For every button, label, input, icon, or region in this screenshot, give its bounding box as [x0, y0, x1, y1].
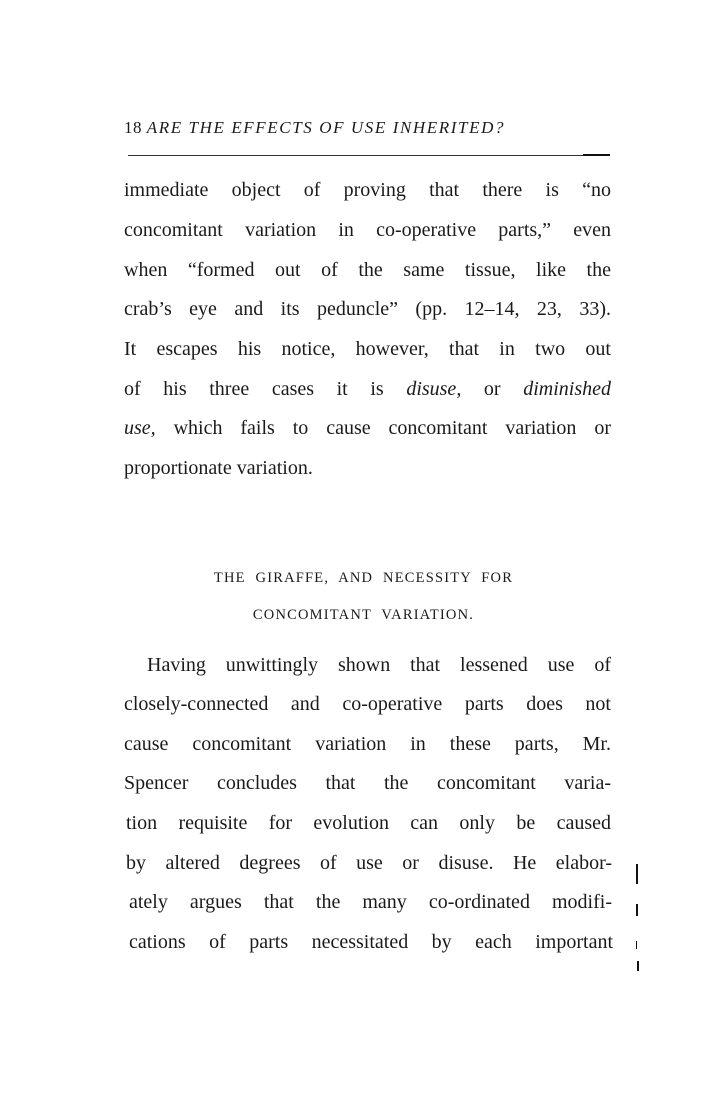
text-line: cations of parts necessitated by each important: [129, 931, 613, 953]
text-line: cause concomitant variation in these parts, Mr.: [124, 733, 611, 755]
text-line: closely-connected and co-operative parts does not: [124, 693, 611, 715]
text-line: It escapes his notice, however, that in two out: [124, 338, 611, 360]
text-line: [124, 416, 611, 440]
text-line: concomitant variation in co-operative parts,” even: [124, 219, 611, 241]
text-line: crab’s eye and its peduncle” (pp. 12–14, 23, 33).: [124, 298, 611, 320]
section-heading-line: THE GIRAFFE, AND NECESSITY FOR: [213, 570, 514, 586]
text-segment: or: [461, 378, 524, 400]
emphasis-use: use,: [124, 417, 156, 439]
running-header: [124, 118, 505, 138]
scan-artifact-mark: [637, 961, 639, 971]
header-rule: [128, 155, 583, 156]
text-segment: which fails to cause concomitant variation or: [155, 417, 611, 439]
text-line: by altered degrees of use or disuse. He elabor-: [126, 852, 612, 874]
running-title: ARE THE EFFECTS OF USE INHERITED?: [146, 118, 506, 137]
text-line: Spencer concludes that the concomitant varia-: [124, 772, 611, 794]
emphasis-diminished: diminished: [523, 378, 611, 400]
header-rule-end: [583, 154, 610, 156]
scan-artifact-mark: [636, 941, 637, 949]
text-line: Having unwittingly shown that lessened use of: [147, 654, 611, 676]
scan-artifact-mark: [636, 904, 638, 916]
text-line: immediate object of proving that there is “no: [124, 179, 611, 201]
text-line: ately argues that the many co-ordinated modifi-: [129, 891, 612, 913]
section-heading-line: CONCOMITANT VARIATION.: [252, 607, 475, 623]
emphasis-disuse: disuse,: [406, 378, 462, 400]
page-number: 18: [124, 118, 142, 137]
text-line: [124, 377, 611, 401]
text-line: when “formed out of the same tissue, like the: [124, 259, 611, 281]
text-segment: of his three cases it is: [124, 378, 407, 400]
text-line: proportionate variation.: [124, 457, 313, 479]
text-line: tion requisite for evolution can only be caused: [126, 812, 611, 834]
scan-artifact-mark: [636, 864, 638, 884]
